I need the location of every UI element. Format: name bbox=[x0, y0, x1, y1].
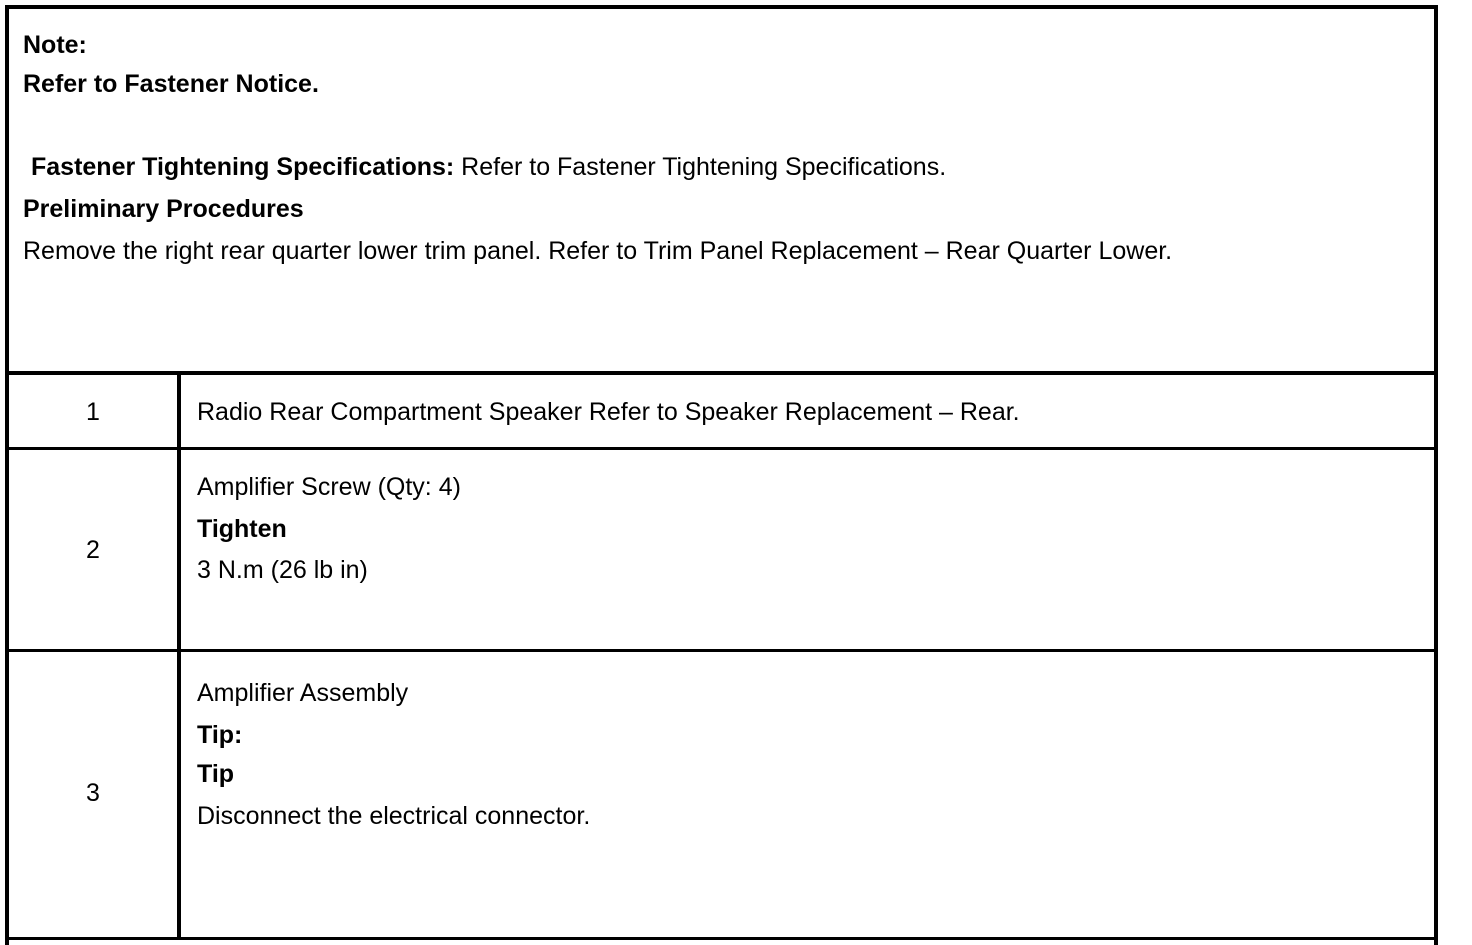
step-number-cell bbox=[9, 450, 181, 649]
table-row bbox=[9, 450, 1434, 652]
step-text: Amplifier Screw (Qty: 4) bbox=[197, 473, 461, 501]
step-text: Radio Rear Compartment Speaker Refer to Speaker Replacement – Rear. bbox=[197, 398, 1020, 426]
fastener-spec-line bbox=[31, 152, 946, 182]
tip-heading: Tip bbox=[197, 760, 235, 788]
step-number-cell bbox=[9, 375, 181, 447]
step-number: 1 bbox=[86, 398, 100, 426]
preliminary-heading: Preliminary Procedures bbox=[23, 195, 304, 223]
step-text: Amplifier Assembly bbox=[197, 679, 409, 707]
tighten-label: Tighten bbox=[197, 515, 287, 543]
fastener-spec-label: Fastener Tightening Specifications: bbox=[31, 153, 455, 181]
tip-label: Tip: bbox=[197, 721, 243, 749]
torque-value: 3 N.m (26 lb in) bbox=[197, 556, 368, 584]
step-number-cell bbox=[9, 652, 181, 937]
step-number: 3 bbox=[86, 779, 100, 807]
fastener-spec-text: Refer to Fastener Tightening Specifications. bbox=[454, 153, 947, 181]
step-number: 2 bbox=[86, 536, 100, 564]
fastener-notice: Refer to Fastener Notice. bbox=[23, 70, 319, 98]
note-section bbox=[9, 9, 1434, 375]
procedure-table bbox=[5, 5, 1438, 945]
preliminary-text: Remove the right rear quarter lower trim panel. Refer to Trim Panel Replacement – Rear Quarter Lower. bbox=[23, 237, 1173, 265]
table-row bbox=[9, 375, 1434, 450]
table-row bbox=[9, 652, 1434, 940]
tip-text: Disconnect the electrical connector. bbox=[197, 802, 591, 830]
note-heading: Note: bbox=[23, 31, 87, 59]
